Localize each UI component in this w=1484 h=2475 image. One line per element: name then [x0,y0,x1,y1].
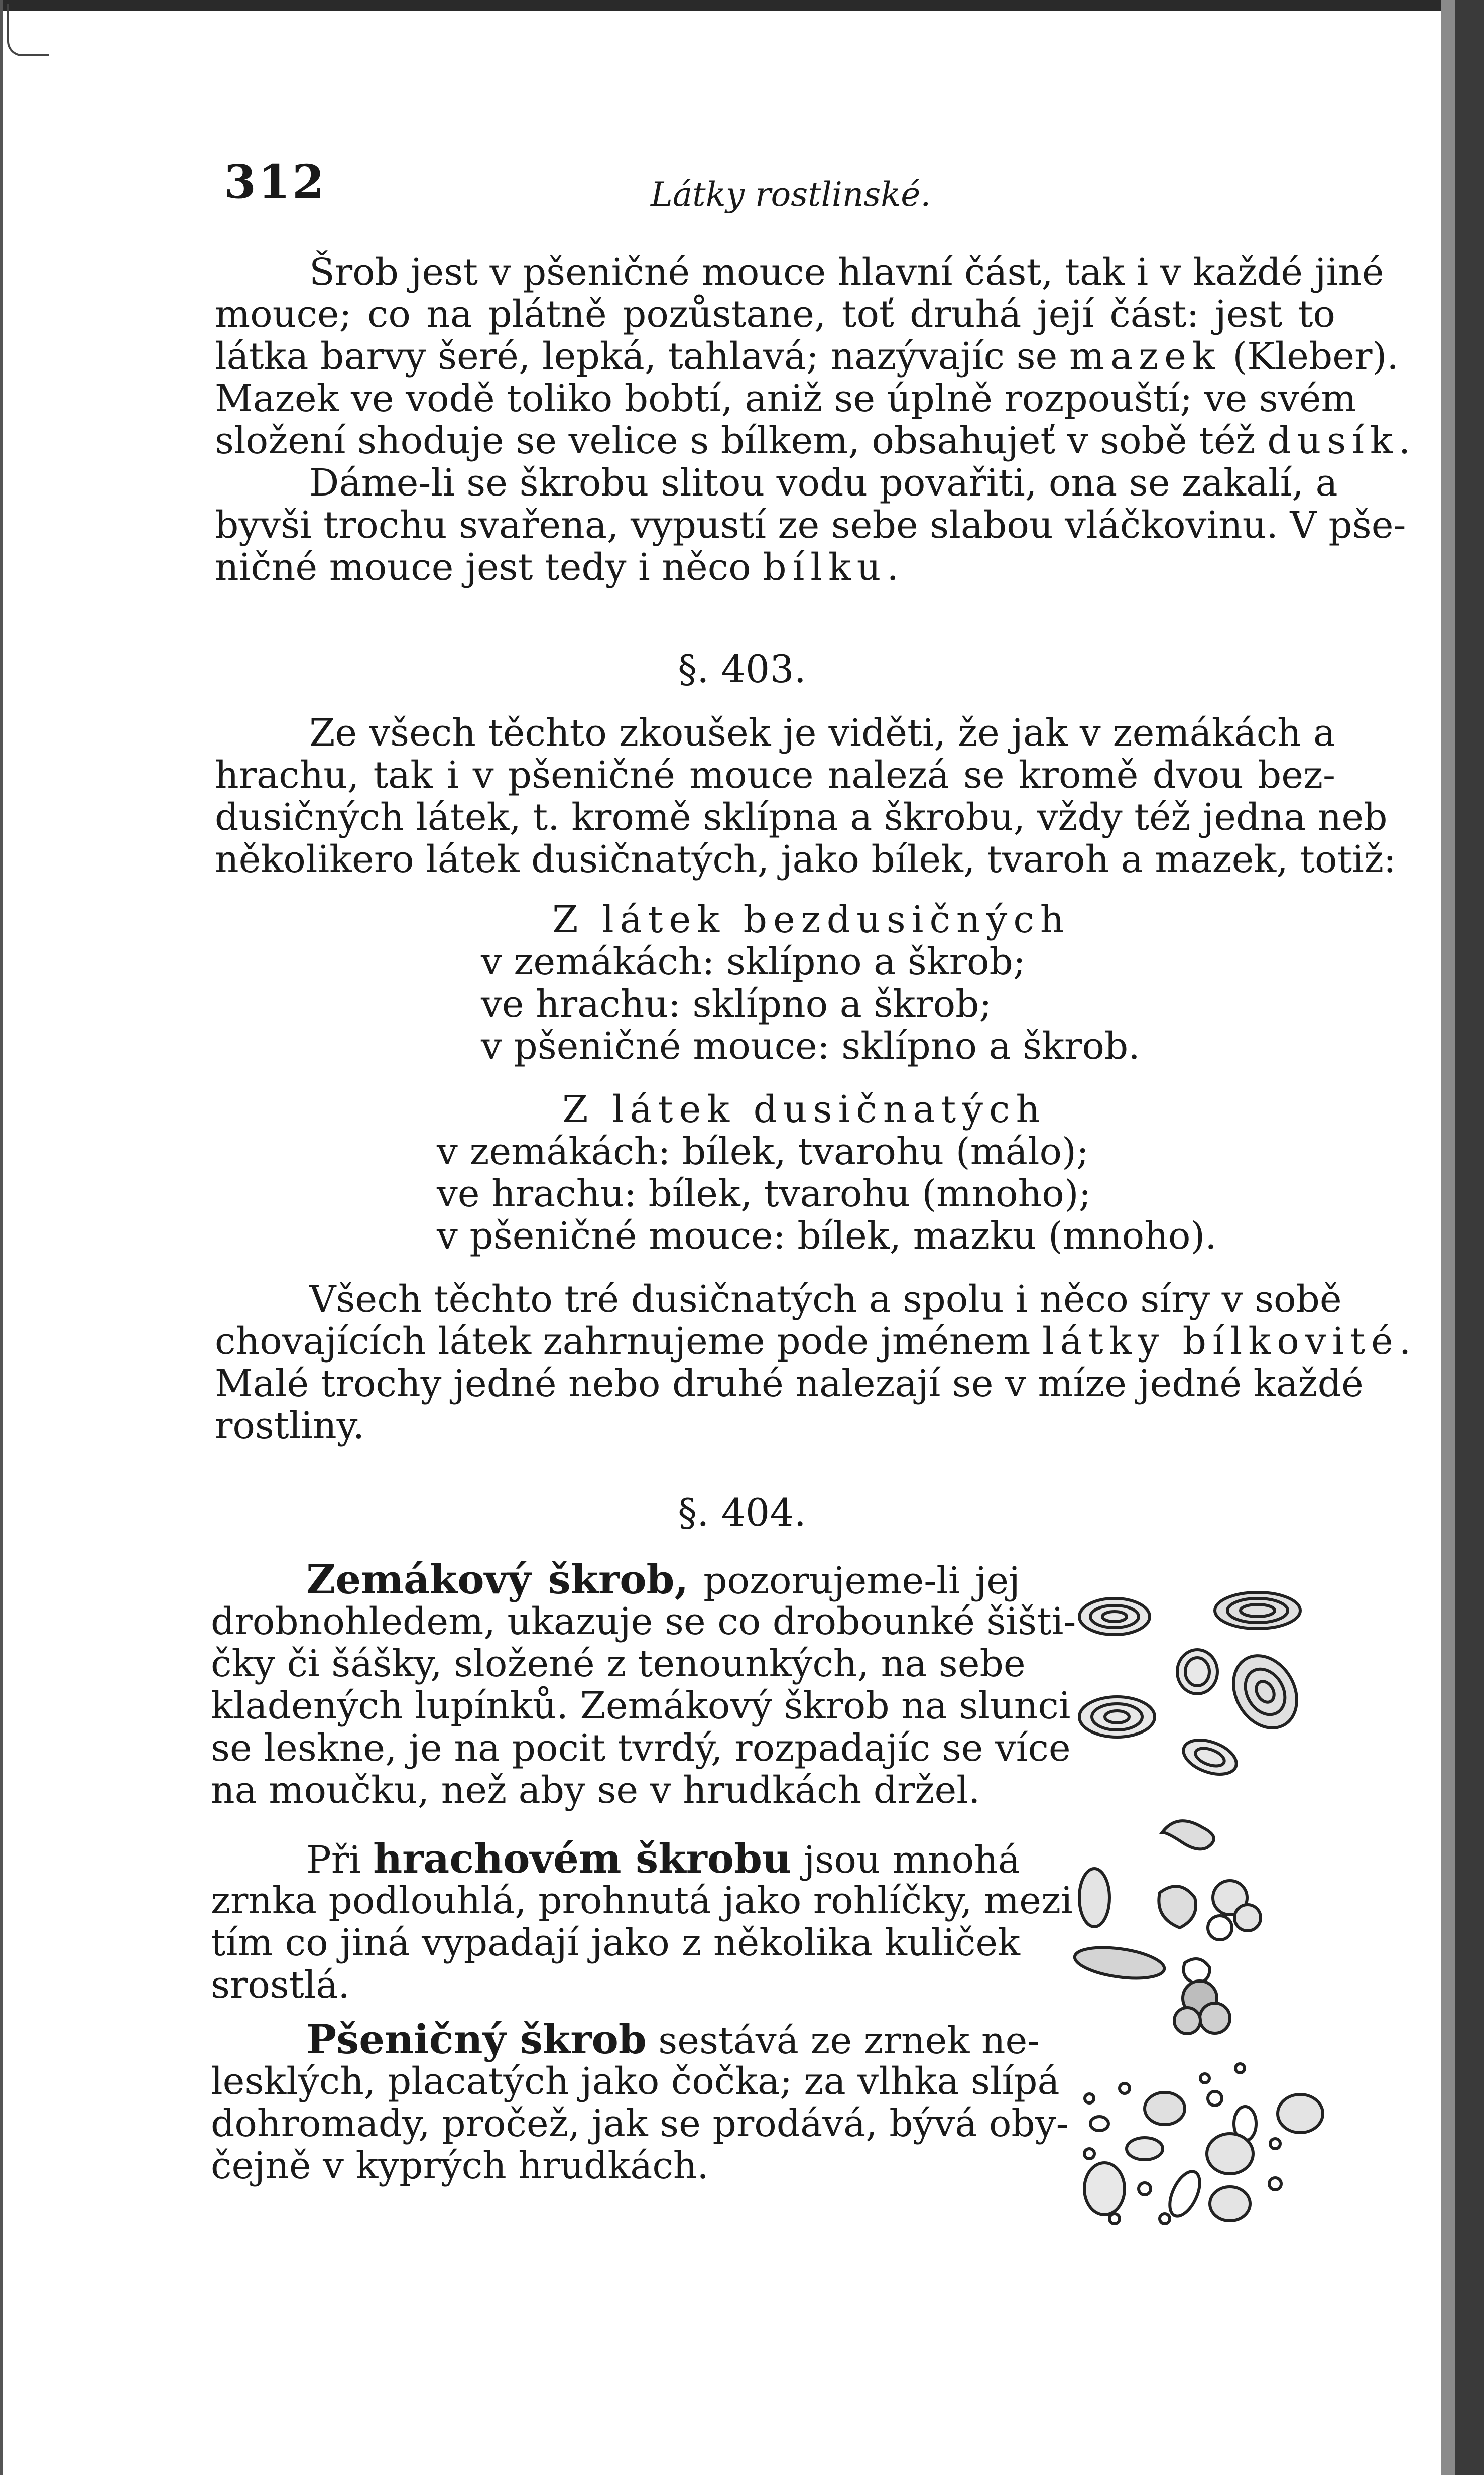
s403-line3: dusičných látek, t. kromě sklípna a škrobu, vždy též jedna neb [215,796,1388,839]
page-edge-shadow [1441,0,1455,2475]
nonnitrogen-item: v zemákách: sklípno a škrob; [481,940,1026,983]
nonnitrogen-item: v pšeničné mouce: sklípno a škrob. [481,1025,1140,1068]
para1-line2: mouce; co na plátně pozůstane, toť druhá její část: jest to [215,293,1335,336]
para2-line2: byvši trochu svařena, vypustí ze sebe slabou vláčkovinu. V pše- [215,504,1406,547]
para1-line1: Šrob jest v pšeničné mouce hlavní část, tak i v každé jiné [309,251,1384,294]
pea-line: zrnka podlouhlá, prohnutá jako rohlíčky, mezi [211,1879,1073,1922]
potato-starch-granules [1079,1592,1309,1781]
potato-line: kladených lupínků. Zemákový škrob na slunci [211,1684,1071,1727]
section-403-heading: §. 403. [678,647,806,691]
s403-line1: Ze všech těchto zkoušek je viděti, že jak v zemákách a [309,711,1335,755]
wheat-line: lesklých, placatých jako čočka; za vlhka slípá [211,2060,1060,2103]
term-pea-starch: hrachovém škrobu [373,1835,792,1882]
term-dusik: dusík. [1267,419,1417,462]
page-edge-right [1455,0,1484,2475]
para1-line5: složení shoduje se velice s bílkem, obsahujeť v sobě též dusík. [215,419,1417,462]
nitrogen-item: v zemákách: bílek, tvarohu (málo); [437,1130,1089,1173]
pea-line: srostlá. [211,1963,350,2007]
wheat-line1: Pšeničný škrob sestává ze zrnek ne- [306,2016,1040,2063]
nitrogen-item: ve hrachu: bílek, tvarohu (mnoho); [437,1172,1091,1215]
wheat-line: čejně v kyprých hrudkách. [211,2144,709,2187]
s403-closing-line4: rostliny. [215,1404,365,1447]
term-bilku: bílku. [763,546,905,589]
nitrogen-title: Z látek dusičnatých [562,1088,1046,1131]
potato-line: čky či šášky, složené z tenounkých, na sebe [211,1642,1026,1685]
s403-line2: hrachu, tak i v pšeničné mouce nalezá se kromě dvou bez- [215,754,1335,797]
pea-starch-granules [1073,1821,1261,2034]
nonnitrogen-item: ve hrachu: sklípno a škrob; [481,982,992,1026]
s403-closing-line1: Všech těchto tré dusičnatých a spolu i něco síry v sobě [309,1278,1342,1321]
para1-line3: látka barvy šeré, lepká, tahlavá; nazývajíc se mazek (Kleber). [215,335,1399,378]
s403-closing-line3: Malé trochy jedné nebo druhé nalezají se v míze jedné každé [215,1362,1364,1405]
corner-fold-mark [7,4,49,56]
term-mazek: mazek [1069,335,1221,378]
potato-line: na moučku, než aby se v hrudkách držel. [211,1769,980,1812]
wheat-starch-granules [1084,2064,1323,2224]
potato-line: drobnohledem, ukazuje se co drobounké šišti- [211,1600,1076,1643]
page-number: 312 [224,155,327,209]
para2-line3: ničné mouce jest tedy i něco bílku. [215,546,905,589]
potato-line: se leskne, je na pocit tvrdý, rozpadajíc se více [211,1726,1071,1770]
nitrogen-item: v pšeničné mouce: bílek, mazku (mnoho). [437,1214,1217,1258]
wheat-line: dohromady, pročež, jak se prodává, bývá oby- [211,2102,1069,2145]
page-edge-top [0,0,1484,11]
starch-granules-illustration [1064,1566,1335,2229]
page-edge-left [0,0,3,2475]
term-latky-bilkovite: látky bílkovité. [1042,1320,1417,1363]
nonnitrogen-title: Z látek bezdusičných [552,898,1070,941]
potato-line1: Zemákový škrob, pozorujeme-li jej [306,1556,1021,1603]
term-potato-starch: Zemákový škrob, [306,1556,689,1603]
para2-line1: Dáme-li se škrobu slitou vodu povařiti, ona se zakalí, a [309,461,1338,505]
term-wheat-starch: Pšeničný škrob [306,2016,647,2063]
s403-closing-line2: chovajících látek zahrnujeme pode jménem látky bílkovité. [215,1320,1417,1363]
para1-line4: Mazek ve vodě toliko bobtí, aniž se úplně rozpouští; ve svém [215,377,1356,420]
pea-line1: Při hrachovém škrobu jsou mnohá [306,1835,1020,1882]
s403-line4: několikero látek dusičnatých, jako bílek, tvaroh a mazek, totiž: [215,838,1396,881]
running-title: Látky rostlinské. [651,175,931,214]
section-404-heading: §. 404. [678,1490,806,1535]
pea-line: tím co jiná vypadají jako z několika kuliček [211,1921,1020,1964]
